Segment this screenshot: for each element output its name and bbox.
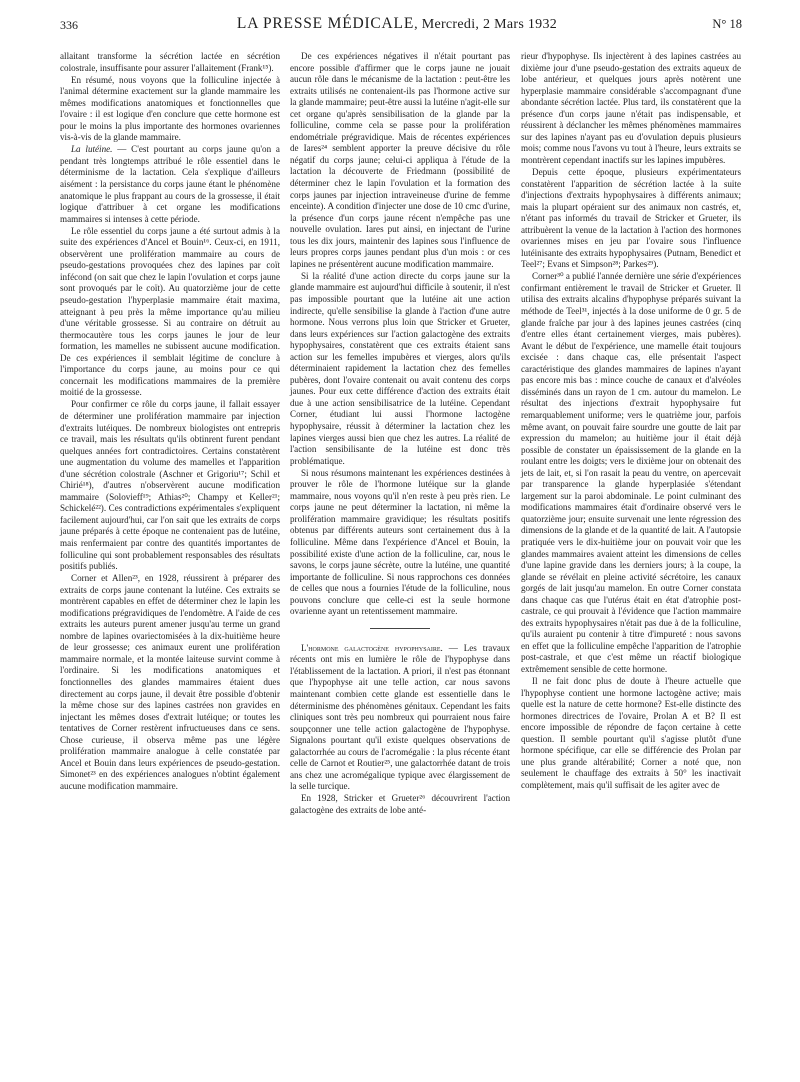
column-left: [60, 51, 280, 793]
paragraph: allaitant transforme la sécrétion lactée en sécrétion colostrale, insuffisante pour assurer l'allaitement (Frank¹⁵).: [60, 51, 280, 73]
section-heading-lutein: La lutéine.: [71, 144, 113, 155]
paragraph-text: — Les travaux récents ont mis en lumière le rôle de l'hypophyse dans l'établissement de la lactation. A priori, il n'est pas étonnant que l'hypophyse ait une telle action, car nous savons maintenant combien cette glande est essentielle dans le déterminisme des phénomènes génitaux. Cependant les faits cliniques sont très peu nombreux qui pourraient nous faire soupçonner une telle action galactogène de l'hypophyse. Signalons pourtant qu'il existe quelques observations de galactorrhée au cours de l'acromégalie : la plus récente étant celle de Carnot et Routier²⁵, une galactorrhée datant de trois ans chez une acromégalique typique avec élargissement de la selle turcique.: [290, 642, 510, 792]
paragraph: En 1928, Stricker et Grueter²⁶ découvrirent l'action galactogène des extraits de lobe anté-: [290, 793, 510, 815]
page-number: 336: [60, 18, 78, 32]
paragraph-text: — C'est pourtant au corps jaune qu'on a pendant très longtemps attribué le rôle essentiel dans le déterminisme de la lactation. Cela s'explique d'ailleurs aisément : la persistance du corps jaune étant le phénomène anatomique le plus frappant au cours de la grossesse, il était logique d'attribuer à cet organe les modifications mammaires si intenses à cette période.: [60, 144, 280, 224]
section-heading-hypophysis: L'hormone galactogène hypophysaire.: [301, 642, 443, 653]
column-middle: [290, 51, 510, 817]
paragraph: [60, 144, 280, 225]
running-title: [52, 15, 742, 33]
paragraph: Si la réalité d'une action directe du corps jaune sur la glande mammaire est aujourd'hui difficile à soutenir, il n'est pas impossible pourtant que la lutéine ait une action indirecte, qu'elle sensibilise la glande à l'action d'une autre hormone. Nous verrons plus loin que Stricker et Grueter, dans leurs expériences sur l'action galactogène des extraits hypophysaires, constatèrent que ces extraits étaient sans action sur les femelles impubères et vierges, alors qu'ils déterminaient rapidement la lactation chez des femelles pubères, dont l'ovaire contenait ou avait contenu des corps jaunes. Pour eux cette différence d'action des extraits était due à une action sensibilisatrice de la lutéine. Cependant Corner, étudiant lui aussi l'hormone lactogène hypophysaire, réussit à déterminer la lactation chez les lapines vierges aussi bien que chez les autres. La réalité de l'action sensibilisante de la lutéine est donc très problématique.: [290, 270, 510, 466]
section-divider: [370, 628, 430, 629]
paragraph: [290, 643, 510, 793]
paragraph: Si nous résumons maintenant les expériences destinées à prouver le rôle de l'hormone lutéique sur la glande mammaire, nous voyons qu'il n'en reste à peu près rien. Le corps jaune ne peut déterminer la lactation, ni même la prolifération mammaire gravidique; les résultats positifs obtenus par différents auteurs sont certainement dus à la folliculine. Même dans l'expérience d'Ancel et Bouin, la possibilité existe d'une action de la folliculine, car, nous le savons, le corps jaune sécrète, outre la lutéine, une quantité importante de folliculine. Si nous rapprochons ces données de celles que nous a fournies l'étude de la folliculine, nous pouvons conclure que celle-ci est la seule hormone ovarienne ayant un retentissement mammaire.: [290, 467, 510, 617]
paragraph: Depuis cette époque, plusieurs expérimentateurs constatèrent l'apparition de sécrétion lactée à la suite d'injections d'extraits hypophysaires à différents animaux; mais la plupart opéraient sur des animaux non castrés, et, n'étant pas informés du travail de Stricker et Grueter, ils attribuèrent la venue de la lactation à l'action des hormones ovariennes mises en jeu par l'ovaire sous l'influence lutéinisante des extraits hypophysaires (Putnam, Benedict et Teel²⁷; Evans et Simpson²⁸; Parkes²⁹).: [521, 166, 741, 270]
issue-number: N° 18: [712, 17, 742, 31]
paragraph: En résumé, nous voyons que la folliculine injectée à l'animal détermine exactement sur la glande mammaire les mêmes modifications anatomiques et fonctionnelles que l'ovaire : il est logique d'en conclure que cette hormone est pour le moins la plus importante des hormones ovariennes vis-à-vis de la glande mammaire.: [60, 74, 280, 143]
paragraph: Le rôle essentiel du corps jaune a été surtout admis à la suite des expériences d'Ancel et Bouin¹⁶. Ceux-ci, en 1911, observèrent une prolifération mammaire au cours de pseudo-gestations provoquées chez des lapines par coït infécond (on sait que chez le lapin l'ovulation et corps jaune sont provoqués par le coït). Au quatorzième jour de cette pseudo-gestation l'hyperplasie mammaire était maxima, atteignant à peu près la même importance qu'au milieu d'une véritable grossesse. Si au contraire on détruit au thermocautère tous les corps jaunes le jour de leur formation, les mamelles ne subissent aucune modification. De ces expériences il semblait légitime de conclure à l'importance du corps jaune, au moins pour ce qui concernait les modifications mammaires de la première moitié de la grossesse.: [60, 225, 280, 398]
issue-date: , Mercredi, 2 Mars 1932: [414, 17, 558, 32]
paragraph: Il ne fait donc plus de doute à l'heure actuelle que l'hypophyse contient une hormone lactogène active; mais quelle est la nature de cette hormone? Est-elle distincte des hormones directrices de l'ovaire, Prolan A et B? Il est encore impossible de répondre de façon certaine à cette question. Il semble pourtant qu'il s'agisse plutôt d'une hormone spécifique, car elle se différencie des Prolan par une plus grande altérabilité; Corner a noté que, non seulement le chauffage des extraits à 50° les inactivait complètement, mais qu'il suffisait de les agiter avec de: [521, 676, 741, 790]
page-header: [52, 15, 742, 35]
paragraph: rieur d'hypophyse. Ils injectèrent à des lapines castrées au dixième jour d'une pseudo-gestation des extraits aqueux de lobe antérieur, et quelques jours après notèrent une hyperplasie mammaire considérable s'accompagnant d'une abondante sécrétion lactée. Plus tard, ils constatèrent que la présence d'un corps jaune n'était pas indispensable, et réussirent à déclancher les mêmes phénomènes mammaires sur des lapines n'ayant pas eu d'ovulation depuis plusieurs mois; comme nous l'avons vu tout à l'heure, leurs extraits se montrèrent cependant inactifs sur les lapines impubères.: [521, 51, 741, 165]
paragraph: Pour confirmer ce rôle du corps jaune, il fallait essayer de déterminer une prolifération mammaire par injection d'extraits lutéiques. De nombreux biologistes ont entrepris ce travail, mais les résultats qu'ils obtinrent furent pendant quelques années fort contradictoires. Certains constatèrent une augmentation du volume des mamelles et l'apparition d'une sécrétion colostrale (Aschner et Grigoriu¹⁷; Schil et Chirié¹⁸), d'autres n'observèrent aucune modification mammaire (Solovieff¹⁹; Athias²⁰; Champy et Keller²¹; Schickelé²²). Ces contradictions expérimentales s'expliquent facilement aujourd'hui, car l'on sait que les extraits de corps jaune préparés à cette époque ne contenaient pas de lutéine, mais renfermaient par contre des quantités importantes de folliculine qui sont probablement responsables des résultats positifs publiés.: [60, 399, 280, 572]
paragraph: Corner³⁰ a publié l'année dernière une série d'expériences confirmant entièrement le travail de Stricker et Grueter. Il utilisa des extraits alcalins d'hypophyse préparés suivant la méthode de Teel³¹, injectés à la dose uniforme de 0 gr. 5 de glande fraîche par jour à des lapines jeunes castrées (cinq d'entre elles étant certainement vierges, mais pubères). Avant le début de l'expérience, une mamelle était toujours excisée : dans chaque cas, elle présentait l'aspect caractéristique des glandes mammaires de lapines n'ayant pas encore mis bas : mince couche de canaux et d'alvéoles disséminés dans un rayon de 1 cm. autour du mamelon. Le résultat des injections d'extrait hypophysaire fut remarquablement uniforme; vers le quatrième jour, parfois même avant, on pouvait faire sourdre une goutte de lait par expression du mamelon; au huitième jour il était déjà possible de constater un épaississement de la glande en la roulant entre les doigts; vers le dixième jour on obtenait des jets de lait, et, si l'on rasait la peau du ventre, on apercevait par transparence la glande hyperplasiée s'étendant largement sur la paroi abdominale. Le point culminant des modifications mammaires était d'ordinaire observé vers le quatorzième jour; ensuite survenait une lente régression des dimensions de la glande et de la quantité de lait. A l'autopsie pratiquée vers le dix-huitième jour on pouvait voir que les glandes mammaires avaient atteint les dimensions de celles d'une lapine gravide dans les derniers jours; à la coupe, la glande se révélait en pleine activité sécrétoire, les canaux gorgés de lait jusqu'au mamelon. En outre Corner constata dans chaque cas que l'utérus était en état d'atrophie post-castrale, ce qui prouvait à l'évidence que l'action mammaire des extraits hypophysaires n'était pas due à de la folliculine, qu'ils auraient pu contenir à titre d'impureté : nous savons en effet que la folliculine empêche l'apparition de l'atrophie post-castrale, et que c'est même un réactif biologique extrêmement sensible de cette hormone.: [521, 271, 741, 674]
column-right: [521, 51, 741, 792]
paragraph: De ces expériences négatives il n'était pourtant pas encore possible d'affirmer que le corps jaune ne jouait aucun rôle dans le mécanisme de la lactation : peut-être les extraits utilisés ne contenaient-ils pas l'hormone active sur la glande mammaire; peut-être aussi la lutéine n'agit-elle sur cet organe qu'après sensibilisation de la glande par la folliculine, comme cela se passe pour la prolifération endométriale prégravidique. Mais de récentes expériences de Iares²⁴ semblent apporter la preuve décisive du rôle négatif du corps jaune; celui-ci appliqua à l'étude de la lactation la découverte de Friedmann (possibilité de déterminer chez le lapin l'ovulation et la formation des corps jaunes par injection intraveineuse d'urine de femme enceinte). A condition d'injecter une dose de 10 cmc d'urine, la présence d'un corps jaune récent n'empêche pas une nouvelle ovulation. Iares put ainsi, en injectant de l'urine tous les dix jours, maintenir des lapines sous l'influence de leurs propres corps jaunes pendant plus d'un mois : or ces lapines ne présentèrent aucune modification mammaire.: [290, 51, 510, 269]
paragraph: Corner et Allen²³, en 1928, réussirent à préparer des extraits de corps jaune contenant la lutéine. Ces extraits se montrèrent capables en effet de déterminer chez le lapin les modifications prégravidiques de l'endomètre. A l'aide de ces extraits les auteurs purent amener jusqu'au terme un grand nombre de lapines ovariectomisées à la dix-huitième heure de leur grossesse; ces animaux eurent une prolifération mammaire normale, et la montée laiteuse survint comme à l'ordinaire. Si les modifications anatomiques et fonctionnelles des glandes mammaires étaient dues directement au corps jaune, il devait être possible d'obtenir la même chose sur des lapines castrées non gravides en injectant les mêmes doses d'extrait lutéique; or toutes les tentatives de Corner restèrent infructueuses dans ce sens. Chose curieuse, il observa même pas une légère prolifération mammaire analogue à celle constatée par Ancel et Bouin dans leurs expériences de pseudo-gestation. Simonet²³ en des expériences analogues n'obtint également aucune modification mammaire.: [60, 573, 280, 791]
journal-name: LA PRESSE MÉDICALE: [236, 15, 415, 32]
